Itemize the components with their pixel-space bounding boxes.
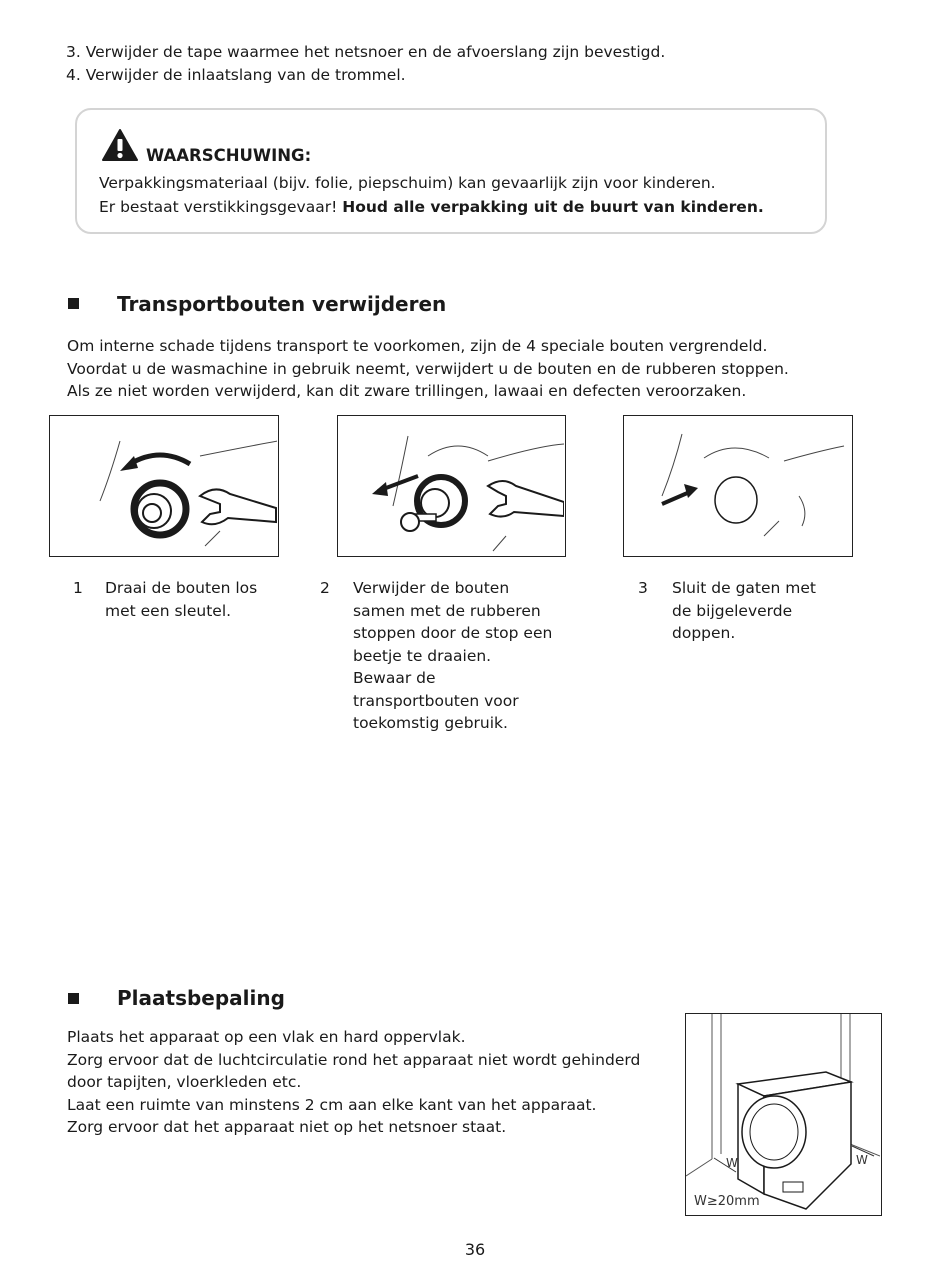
figure-1-caption (105, 577, 257, 622)
figure-2-number: 2 (320, 579, 330, 597)
caption-line: beetje te draaien. (353, 646, 492, 665)
paragraph-line: Zorg ervoor dat het apparaat niet op het netsnoer staat. (67, 1118, 507, 1136)
bolt-removal-illustration (338, 416, 564, 555)
figure-3-number: 3 (638, 579, 648, 597)
step-list (66, 41, 665, 86)
section-heading-transport: Transportbouten verwijderen (117, 292, 447, 316)
paragraph-line: Laat een ruimte van minstens 2 cm aan elke kant van het apparaat. (67, 1095, 597, 1114)
caption-line: Verwijder de bouten (353, 579, 510, 597)
section-heading-placement: Plaatsbepaling (117, 986, 285, 1010)
figure-3-insert-caps (623, 415, 853, 557)
caption-line: samen met de rubberen (353, 601, 541, 620)
paragraph-line: Plaats het apparaat op een vlak en hard oppervlak. (67, 1028, 466, 1046)
placement-diagram (685, 1013, 882, 1216)
figure-3-caption (672, 577, 816, 645)
figure-1-number: 1 (73, 579, 83, 597)
page-number: 36 (464, 1240, 486, 1259)
paragraph-line: Om interne schade tijdens transport te voorkomen, zijn de 4 speciale bouten vergrendeld. (67, 337, 768, 355)
figure-2-caption (353, 577, 552, 735)
warning-line-2-bold: Houd alle verpakking uit de buurt van kinderen. (342, 198, 764, 216)
paragraph-line: door tapijten, vloerkleden etc. (67, 1073, 302, 1091)
section-bullet (68, 993, 79, 1004)
figure-1-loosen-bolts (49, 415, 279, 557)
paragraph-line: Zorg ervoor dat de luchtcirculatie rond het apparaat niet wordt gehinderd (67, 1050, 641, 1069)
caption-line: Sluit de gaten met (672, 579, 816, 597)
warning-line-1: Verpakkingsmateriaal (bijv. folie, piepschuim) kan gevaarlijk zijn voor kinderen. (99, 174, 716, 192)
step-3: 3. Verwijder de tape waarmee het netsnoer en de afvoerslang zijn bevestigd. (66, 43, 666, 61)
cap-insertion-illustration (624, 416, 851, 555)
paragraph-line: Voordat u de wasmachine in gebruik neemt, verwijdert u de bouten en de rubberen stoppen. (67, 359, 789, 378)
warning-icon (101, 128, 139, 162)
warning-line-2-normal: Er bestaat verstikkingsgevaar! (99, 198, 343, 216)
section-bullet (68, 298, 79, 309)
figure-2-remove-bolts (337, 415, 566, 557)
caption-line: Draai de bouten los (105, 579, 258, 597)
paragraph-line: Als ze niet worden verwijderd, kan dit zware trillingen, lawaai en defecten veroorzaken. (67, 382, 747, 400)
washing-machine-clearance-illustration (686, 1014, 880, 1214)
wrench-loosening-illustration (50, 416, 277, 555)
warning-title: WAARSCHUWING: (146, 146, 312, 165)
caption-line: toekomstig gebruik. (353, 714, 508, 732)
section-placement-text (67, 1026, 640, 1139)
caption-line: stoppen door de stop een (353, 624, 553, 642)
clearance-right-label: W (856, 1153, 868, 1167)
caption-line: doppen. (672, 624, 736, 642)
warning-line-2 (99, 195, 764, 219)
section-transport-text (67, 335, 789, 403)
caption-line: transportbouten voor (353, 691, 519, 710)
caption-line: met een sleutel. (105, 601, 232, 620)
caption-line: de bijgeleverde (672, 601, 793, 620)
clearance-minimum-label: W≥20mm (694, 1194, 760, 1209)
caption-line: Bewaar de (353, 669, 436, 687)
clearance-left-label: W (726, 1156, 738, 1170)
warning-text (99, 171, 764, 219)
step-4: 4. Verwijder de inlaatslang van de trommel. (66, 65, 406, 84)
